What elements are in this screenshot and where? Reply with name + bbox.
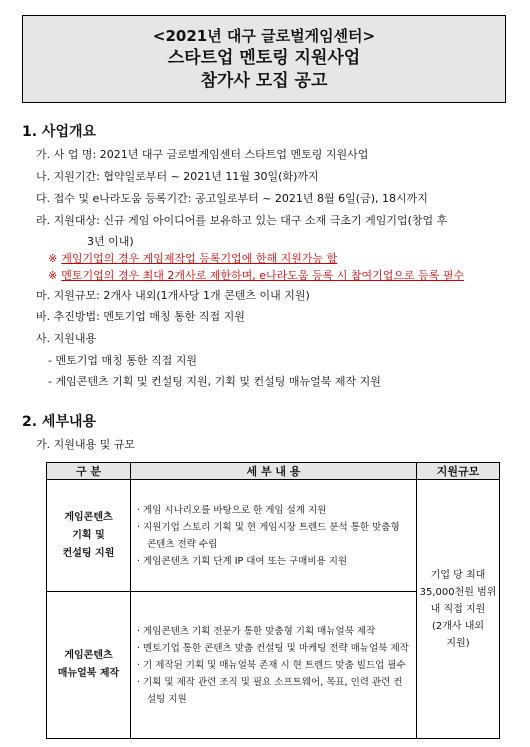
detail-item: · 지원기업 스토리 기획 및 현 게임시장 트렌드 분석 통한 맞춤형 콘텐츠 전략 수립 [137, 521, 400, 550]
notice-text: 게임기업의 경우 게임제작업 등록기업에 한해 지원가능 함 [61, 252, 338, 265]
support-table [46, 462, 500, 739]
title-line-3: 참가사 모집 공고 [200, 70, 328, 91]
detail-item: · 기 제작된 기획 및 매뉴얼북 존재 시 현 트렌드 맞춤 빌드업 필수 [137, 659, 406, 671]
overview-item-label: 사. 지원내용 [36, 332, 97, 345]
table-cell-category: 게임콘텐츠 매뉴얼북 제작 [47, 592, 131, 739]
table-cell-support: 기업 당 최대 35,000천원 범위 내 직접 지원 (2개사 내외 지원) [417, 480, 500, 739]
overview-item-period [36, 171, 319, 182]
overview-item-text: 멘토기업 매칭 통한 직접 지원 [103, 310, 245, 323]
notice-line [48, 253, 337, 264]
overview-item-target [36, 215, 447, 226]
title-line-1: <2021년 대구 글로벌게임센터> [152, 26, 376, 45]
content-sub-item: - 멘토기업 매칭 통한 직접 지원 [48, 354, 197, 367]
overview-item-text: 2021년 대구 글로벌게임센터 스타트업 멘토링 지원사업 [99, 148, 369, 161]
detail-item: · 게임콘텐츠 기획 전문가 통한 맞춤형 기획 매뉴얼북 제작 [137, 625, 376, 637]
table-header-row [47, 463, 500, 480]
overview-item-target-cont: 3년 이내) [87, 235, 134, 248]
notice-line [48, 270, 464, 281]
overview-item-text: 협약일로부터 ~ 2021년 11월 30일(화)까지 [103, 170, 319, 183]
reference-mark: ※ [48, 252, 58, 265]
table-row [47, 480, 500, 592]
table-cell-details [131, 592, 417, 739]
section-2-subheading: 가. 지원내용 및 규모 [36, 438, 135, 451]
overview-item-text: 공고일로부터 ~ 2021년 8월 6일(금), 18시까지 [194, 192, 428, 205]
table-header-details: 세 부 내 용 [131, 463, 417, 480]
title-line-2: 스타트업 멘토링 지원사업 [167, 47, 361, 68]
overview-item-label: 라. 지원대상: [36, 214, 100, 227]
table-header-support: 지원규모 [417, 463, 500, 480]
overview-item-label: 다. 접수 및 e나라도움 등록기간: [36, 192, 192, 205]
section-2-heading: 2. 세부내용 [22, 414, 97, 430]
content-sub-item: - 게임콘텐츠 기획 및 컨설팅 지원, 기획 및 컨설팅 매뉴얼북 제작 지원 [48, 375, 381, 388]
overview-item-label: 가. 사 업 명: [36, 148, 97, 161]
table-header-category: 구 분 [47, 463, 131, 480]
overview-item-content [36, 333, 96, 344]
overview-item-label: 마. 지원규모: [36, 289, 100, 302]
overview-item-scale [36, 290, 310, 301]
notice-text: 멘토기업의 경우 최대 2개사로 제한하며, e나라도움 등록 시 참여기업으로 등록 필수 [61, 269, 465, 282]
reference-mark: ※ [48, 269, 58, 282]
overview-item-label: 나. 지원기간: [36, 170, 100, 183]
overview-item-method [36, 311, 245, 322]
detail-item: · 기획 및 제작 관련 조직 및 필요 소프트웨어, 목표, 인력 관련 컨설팅 지원 [137, 676, 403, 705]
overview-item-text: 신규 게임 아이디어를 보유하고 있는 대구 소재 극초기 게임기업(창업 후 [103, 214, 448, 227]
overview-item-name [36, 149, 368, 160]
detail-item: · 게임콘텐츠 기획 단계 IP 대여 또는 구매비용 지원 [137, 555, 348, 567]
table-cell-details [131, 480, 417, 592]
detail-item: · 게임 시나리오를 바탕으로 한 게임 설계 지원 [137, 504, 327, 516]
overview-item-label: 바. 추진방법: [36, 310, 100, 323]
title-box [22, 15, 506, 103]
section-1-heading: 1. 사업개요 [22, 124, 97, 140]
table-cell-category: 게임콘텐츠 기획 및 컨설팅 지원 [47, 480, 131, 592]
detail-item: · 멘토기업 통한 콘텐츠 맞춤 컨설팅 및 마케팅 전략 매뉴얼북 제작 [137, 642, 409, 654]
overview-item-text: 2개사 내외(1개사당 1개 콘텐츠 이내 지원) [103, 289, 310, 302]
overview-item-registration [36, 193, 428, 204]
